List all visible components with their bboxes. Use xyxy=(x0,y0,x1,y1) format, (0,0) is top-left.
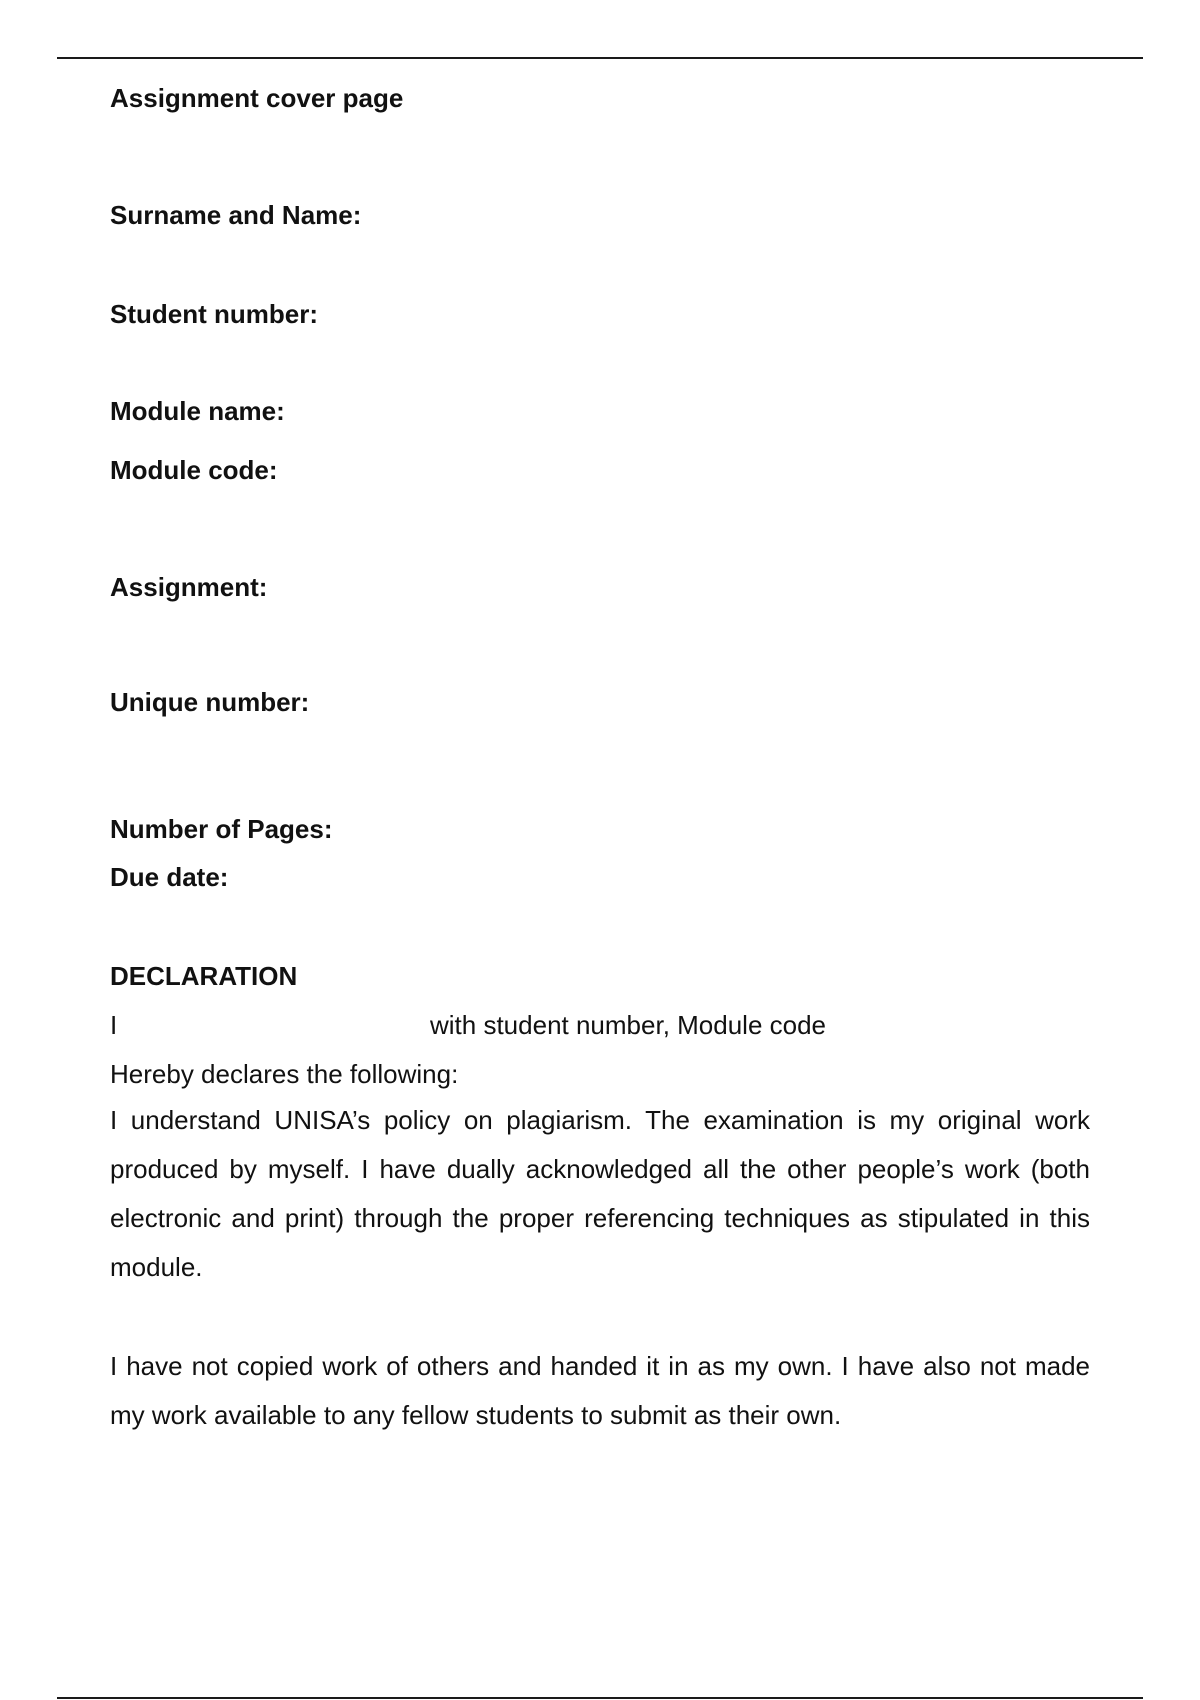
page-title: Assignment cover page xyxy=(110,83,404,113)
unique-number-label: Unique number: xyxy=(110,687,310,717)
declaration-with-student-number: with student number, Module code xyxy=(430,1010,827,1040)
declaration-i: I xyxy=(110,1010,118,1040)
module-code-label: Module code: xyxy=(110,455,278,485)
module-name-label: Module name: xyxy=(110,396,285,426)
declaration-paragraph-1: I understand UNISA’s policy on plagiarism. The examination is my original work produced by myself. I have dually acknowledged all the other people’s work (both electronic and print) through the proper referencing techniques as stipulated in this module. xyxy=(110,1105,1090,1282)
number-of-pages-label: Number of Pages: xyxy=(110,814,333,844)
top-rule xyxy=(57,57,1143,59)
student-number-label: Student number: xyxy=(110,299,318,329)
declaration-paragraph-2: I have not copied work of others and handed it in as my own. I have also not made my work available to any fellow students to submit as their own. xyxy=(110,1351,1090,1430)
declaration-heading: DECLARATION xyxy=(110,961,298,991)
surname-name-label: Surname and Name: xyxy=(110,200,362,230)
bottom-rule xyxy=(57,1697,1143,1699)
assignment-label: Assignment: xyxy=(110,572,268,602)
declaration-hereby: Hereby declares the following: xyxy=(110,1059,459,1089)
due-date-label: Due date: xyxy=(110,862,229,892)
declaration-identity-line xyxy=(110,1010,1010,1040)
